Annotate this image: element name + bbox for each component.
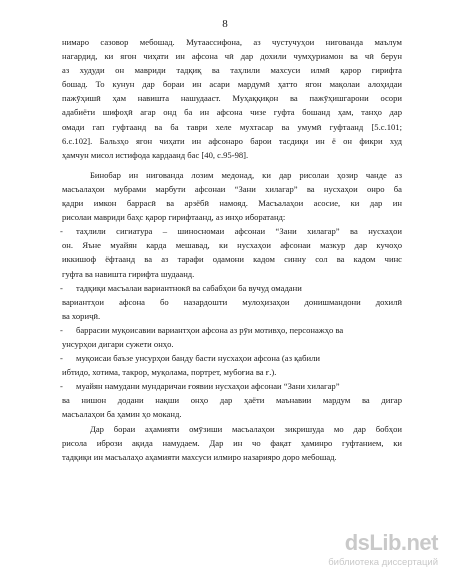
document-body [62, 35, 402, 464]
text-line: ва хориҷӣ. [62, 310, 101, 321]
bullet-list [62, 224, 402, 421]
text-line: таҳлили сигиатура – шиносномаи афсонаи “Зани хилагар” ва нусхаҳои [76, 226, 402, 237]
list-item [62, 224, 402, 280]
text-line: Бинобар ин нигованда лозим медонад, ки дар рисолаи ҳозир чанде аз [90, 169, 402, 180]
text-line: қадри имкон баррасӣ ва арзёбӣ намояд. Масъалаҳои асосие, ки дар ин [62, 198, 402, 209]
bullet-dash: - [60, 282, 63, 293]
list-item [62, 281, 402, 323]
list-item-first-line [62, 351, 402, 365]
list-item-first-line [62, 281, 402, 295]
watermark [328, 530, 440, 574]
bullet-dash: - [60, 353, 63, 364]
list-item [62, 351, 402, 379]
text-line: пажӯҳишӣ ҳам навишта нашудааст. Муҳаққиқон ва пажӯҳишгарони осори [62, 93, 402, 104]
text-line: нагардид, ки ягон чиҳати ин афсона чӣ дар дохили чумҳуриамон ва чӣ берун [62, 51, 402, 62]
list-item [62, 323, 402, 351]
text-line: ҳамчун мисол истифода кардаанд бас [40, с.95-98]. [62, 149, 249, 160]
bullet-dash: - [60, 324, 63, 335]
paragraph-3 [62, 422, 402, 464]
list-item-first-line [62, 224, 402, 238]
text-line: унсурҳои дигари сужети онҳо. [62, 338, 174, 349]
text-line: масъалаҳои ба ҳамин ҳо моканд. [62, 409, 182, 420]
text-line: аз худуди он мавриди тадқиқ ва таҳлили махсуси илмӣ қарор гирифта [62, 65, 402, 76]
text-line: бошад. То кунун дар бораи ин асари мардумӣ ҳатто ягон мақолаи алоҳидаи [62, 79, 402, 90]
text-line: 6.с.102]. Бальзҳо ягон чиҳати ин афсонаро барои тасдиқи ин ё он фикри худ [62, 135, 402, 146]
text-line: омади гап гуфтаанд ва ба таври хеле мухтасар ва умумӣ гуфтаанд [5.с.101; [62, 121, 402, 132]
text-line: иккишоф ёфтаанд ва аз тарафи одамони кадом синну сол ва кадом чинс [62, 254, 402, 265]
paragraph-1 [62, 35, 402, 162]
list-item-first-line [62, 323, 402, 337]
text-line: ибтидо, хотима, такрор, муқолама, портрет, мубоғиа ва ғ.). [62, 367, 277, 378]
paragraph-2 [62, 168, 402, 224]
text-line: муқоисаи баъзе унсурҳои банду басти нусхаҳои афсона (аз қабили [76, 353, 320, 364]
bullet-dash: - [60, 381, 63, 392]
text-line: Дар бораи аҳамияти омӯзиши масъалаҳои зикришуда мо дар бобҳои [90, 423, 402, 434]
page-number: 8 [222, 18, 228, 30]
text-line: нимаро сазовор мебошад. Мутаассифона, аз чустучуҳои нигованда маълум [62, 37, 402, 47]
text-line: тадқиқи ин масъалаҳо аҳамияти махсуси илмиро назарияро доро мебошад. [62, 451, 337, 462]
text-line: ва нишон додани нақши онҳо дар ҳаёти маънавии мардум ва дигар [62, 395, 402, 406]
watermark-subtitle: библиотека диссертаций [328, 557, 438, 568]
text-line: рисола ибрози ақида намудаем. Дар ин чо фақат ҳаминро гуфтанием, ки [62, 437, 402, 448]
bullet-dash: - [60, 226, 63, 237]
text-line: гуфта ва навишта гирифта шудаанд. [62, 268, 195, 279]
text-line: он. Яъне муайян карда мешавад, ки нусхаҳои афсонаи мазкур дар кучоҳо [62, 240, 402, 251]
list-item-first-line [62, 379, 402, 393]
text-line: тадқиқи масъалаи вариантнокӣ ва сабабҳои ба вучуд омадани [76, 282, 302, 293]
text-line: адабиёти шифоҳӣ агар онд ба ин афсона чизе гуфта бошанд ҳам, танҳо дар [62, 107, 402, 118]
text-line: баррасии муқоисавии вариантҳои афсона аз рӯи мотивҳо, персонажҳо ва [76, 324, 344, 335]
text-line: рисолаи мавриди баҳс қарор гирифтаанд, аз инҳо иборатанд: [62, 212, 286, 223]
watermark-logo: dsLib.net [344, 530, 438, 555]
list-item [62, 379, 402, 421]
text-line: масъалаҳои мубрами марбути афсонаи “Зани хилагар” ва нусхаҳои онро ба [62, 183, 402, 194]
text-line: вариантҳои афсона бо назардошти мулоҳизаҳои донишмандони дохилӣ [62, 296, 402, 307]
text-line: муайян намудани мундаричаи ғоявии нусхаҳои афсонаи “Зани хилагар” [76, 381, 340, 392]
